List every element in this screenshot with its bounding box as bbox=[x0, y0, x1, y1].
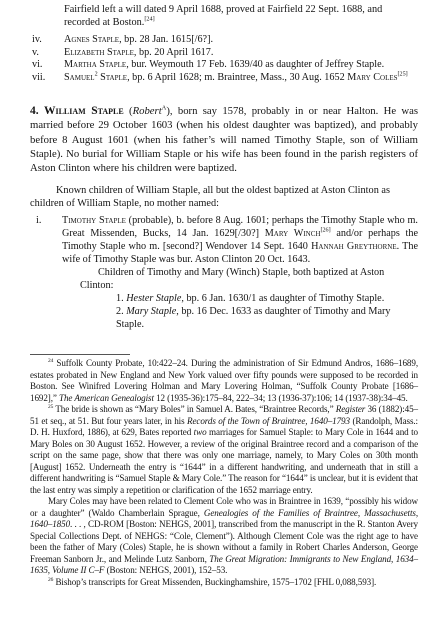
footnote-number: 24 bbox=[48, 357, 54, 364]
item-number: 1. bbox=[116, 293, 124, 304]
item-text: , bp. 6 Jan. 1630/1 as daughter of Timothy Staple. bbox=[181, 293, 385, 304]
person-name: William Staple bbox=[43, 105, 124, 117]
item-number: vi. bbox=[32, 59, 43, 71]
father-generation-superscript: A bbox=[161, 104, 167, 112]
person-paragraph bbox=[30, 104, 418, 175]
footnote-title: Register bbox=[335, 404, 366, 414]
item-number: v. bbox=[32, 46, 39, 58]
child-surname: Staple bbox=[97, 71, 128, 83]
known-children-heading: Known children of William Staple, all but the oldest baptized at Aston Clinton as children of William Staple, no mother named: bbox=[30, 185, 390, 209]
list-item bbox=[32, 47, 417, 60]
item-number: i. bbox=[36, 215, 42, 226]
spouse-name: Hannah Greythorne bbox=[311, 241, 397, 252]
person-number: 4. bbox=[30, 105, 39, 117]
list-item bbox=[30, 214, 418, 266]
footnote-title: Records of the Town of Braintree, 1640–1793 bbox=[187, 415, 350, 426]
generation-superscript: 2 bbox=[94, 71, 98, 78]
footnote-text: marriages for Samuel Staple: to Mary Cole in 1644 and to Mary Boles on 30 August 1652. However, a review of the original Braintree record and a comparison of the script on the same page, show that there was only one marriage, namely, to Mary Coles on 30th month [August] 1652. Underneath the entry is “1644” in a different handwriting, and underneath that in still a different handwriting is “Samuel Staple & Mary Cole.” The reason for “1644” is unclear, but it is evident that the last entry was simply a repetition or clarification of the 1652 marriage entry. bbox=[30, 427, 418, 495]
footnote-title: The Great Migration: Immigrants to New England, 1634–1635, Volume II C–F bbox=[30, 553, 418, 575]
footnote-text: (Randolph, Mass.: D. H. Huxford, 1886), at 629, Bates reported bbox=[30, 415, 418, 437]
footnote-ref-26[interactable]: [26] bbox=[320, 227, 331, 234]
paren-close: ) bbox=[166, 105, 170, 117]
person-text: , born say 1578, probably in or near Halton. He was married before 29 October 1603 (when his oldest daughter was baptized), and probably before 8 August 1601 (when his father’s will named Timothy Staple, son of William Staple). No burial for William Staple or his wife has been found in the parish registers of Aston Clinton where his children were baptized. bbox=[30, 105, 419, 175]
child-name: Timothy Staple bbox=[62, 215, 126, 226]
footnote-text: . . . , CD-ROM [Boston: NEHGS, 2001], transcribed from the manuscript in the R. Stanton Avery Special Collections Dept. of NEHGS: “Cole, Clement”). Although Clement Cole was the right age to have been the father of Mary (Coles) Staple, he is shown without a family in Robert Charles Anderson, George Freeman Sanborn Jr., and Melinde Lutz Sanborn, bbox=[30, 519, 418, 564]
will-text-line1: Fairfield left a will dated 9 April 1688, proved at Fairfield 22 Sept. 1688, and bbox=[64, 4, 383, 15]
footnote-number: 26 bbox=[48, 576, 54, 583]
footnote-25-continued bbox=[30, 496, 418, 577]
list-item bbox=[116, 292, 418, 305]
sibling-list bbox=[32, 34, 417, 84]
item-text: , bur. Weymouth 17 Feb. 1639/40 as daughter of Jeffrey Staple. bbox=[126, 59, 385, 71]
item-text: , bp. 16 Dec. 1633 as daughter of Timothy and Mary Staple. bbox=[116, 306, 391, 330]
footnote-divider bbox=[30, 354, 130, 355]
footnote-emphasis: two bbox=[193, 427, 207, 437]
item-number: 2. bbox=[116, 306, 124, 317]
footnote-ref-24[interactable]: [24] bbox=[144, 15, 155, 23]
footnote-24 bbox=[30, 358, 418, 404]
item-number: vii. bbox=[32, 71, 46, 83]
child-text: (probable), b. before 8 Aug. 1601; perhaps the Timothy Staple who m. Great Missenden, Bucks, 14 Jan. 1629[/30?] bbox=[62, 215, 418, 239]
item-number: iv. bbox=[32, 34, 42, 45]
item-text: , bp. 28 Jan. 1615[/6?]. bbox=[119, 34, 214, 45]
will-paragraph-end bbox=[64, 3, 414, 29]
footnote-number: 25 bbox=[48, 403, 54, 410]
footnote-text: (Boston: NEHGS, 2001), 152–53. bbox=[104, 565, 228, 575]
grandchild-name: Hester Staple bbox=[126, 293, 182, 304]
footnote-ref-25[interactable]: [25] bbox=[397, 71, 408, 78]
spouse-name: Mary Coles bbox=[347, 71, 398, 83]
footnote-text: Suffolk County Probate, 10:422–24. During the administration of Sir Edmund Andros, 1686–1689, estates probated in New England and New York valued over fifty pounds were supposed to be recorded in Boston. See Winifred Lovering Holman and Mary Lovering Holman, “Suffolk County Probate [1686–1692],” bbox=[30, 358, 418, 403]
child-name: Elizabeth Staple bbox=[64, 46, 134, 58]
list-item bbox=[32, 34, 417, 47]
child-text: . The wife of Timothy Staple was bur. Aston Clinton 20 Oct. 1643. bbox=[62, 241, 419, 265]
spouse-name: Mary Winch bbox=[264, 228, 321, 239]
footnote-text: Bishop’s transcripts for Great Missenden, Buckinghamshire, 1575–1702 [FHL 0,088,593]. bbox=[53, 576, 377, 587]
child-text: and/or perhaps the Timothy Staple who m. [second?] Wendover 14 Sept. 1640 bbox=[62, 228, 419, 252]
footnote-text: 36 (1882):45–51 et seq., at 51. But four years later, in his bbox=[30, 404, 418, 426]
child-entry bbox=[30, 214, 418, 331]
child-name: Martha Staple bbox=[64, 59, 127, 71]
grandchild-name: Mary Staple bbox=[126, 306, 177, 317]
footnote-text: The bride is shown as “Mary Boles” in Samuel A. Bates, “Braintree Records,” bbox=[53, 404, 336, 414]
grandchildren-heading: Children of Timothy and Mary (Winch) Staple, both baptized at Aston Clinton: bbox=[80, 267, 385, 291]
will-text-line2: recorded at Boston. bbox=[64, 17, 145, 28]
footnote-25 bbox=[30, 404, 418, 496]
footnote-title: The American Genealogist bbox=[59, 392, 154, 403]
child-name: Samuel bbox=[64, 71, 95, 83]
paren-open: ( bbox=[123, 105, 133, 117]
father-name: Robert bbox=[132, 105, 162, 117]
footnote-text: 12 (1935-36):175–84, 222–34; 13 (1936-37):106; 14 (1937-38):34–45. bbox=[153, 392, 408, 403]
footnote-text: Mary Coles may have been related to Clement Cole who was in Braintree in 1639, “possibly his widow or a daughter” (Waldo Chamberlain Sprague, bbox=[30, 496, 418, 518]
footnote-26 bbox=[30, 577, 418, 589]
list-item bbox=[32, 59, 417, 72]
footnote-title: Genealogies of the Families of Braintree, Massachusetts, 1640–1850 bbox=[30, 507, 419, 529]
child-name: Agnes Staple bbox=[64, 34, 120, 45]
item-text: , bp. 20 April 1617. bbox=[133, 46, 214, 58]
footnotes bbox=[30, 358, 418, 588]
item-text: , bp. 6 April 1628; m. Braintree, Mass., 30 Aug. 1652 bbox=[127, 71, 348, 83]
list-item bbox=[116, 305, 418, 331]
list-item bbox=[32, 72, 417, 85]
